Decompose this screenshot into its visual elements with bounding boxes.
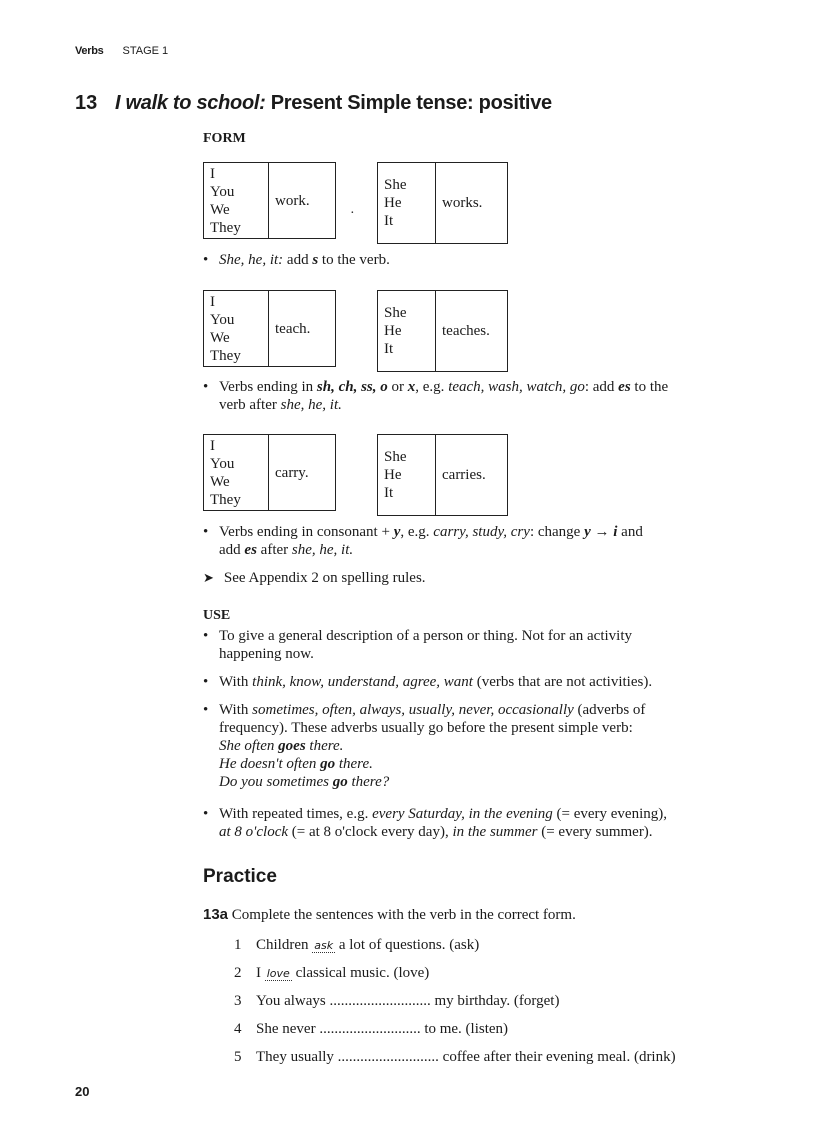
pointer-arrow-icon: ➤ — [203, 571, 214, 586]
unit-number: 13 — [75, 92, 98, 114]
pronoun: They — [210, 492, 241, 508]
note-text: es — [618, 379, 631, 395]
practice-heading: Practice — [203, 866, 277, 887]
see-also — [203, 570, 426, 587]
pronoun: I — [210, 166, 215, 182]
verb-cell: work. — [269, 163, 336, 239]
pronoun: We — [210, 330, 230, 346]
pronoun: I — [210, 438, 215, 454]
use-text: (= every evening), — [552, 806, 667, 822]
pronoun-cell — [378, 435, 436, 516]
header-section: Verbs — [75, 45, 104, 57]
bullet-icon: • — [203, 628, 209, 644]
note-text: Verbs ending in — [219, 379, 317, 395]
example-sentence: He doesn't often go there. — [219, 756, 373, 772]
use-text: With — [219, 674, 253, 690]
bullet-icon: • — [203, 252, 209, 268]
note-text: s — [312, 252, 319, 268]
use-text: With repeated times, e.g. — [219, 806, 373, 822]
use-text: think, know, understand, agree, want — [252, 674, 473, 690]
pronoun-cell — [378, 163, 436, 244]
note-text: she, he, it. — [291, 542, 354, 558]
use-item-1 — [203, 627, 763, 663]
pronoun: You — [210, 312, 235, 328]
pronoun: You — [210, 456, 235, 472]
use-item-3 — [203, 701, 763, 791]
conjugation-table-teaches — [377, 290, 508, 372]
arrow-icon: → — [590, 524, 614, 540]
form-note-1 — [203, 251, 763, 269]
conjugation-table-carries — [377, 434, 508, 516]
note-text: and — [617, 524, 643, 540]
item-number: 1 — [234, 937, 242, 953]
use-item-2 — [203, 673, 763, 691]
item-text: to me. (listen) — [420, 1021, 509, 1037]
conjugation-table-teach — [203, 290, 336, 367]
bullet-icon: • — [203, 806, 209, 822]
pronoun-cell — [204, 291, 269, 367]
page-number: 20 — [75, 1084, 90, 1099]
note-text: : add — [584, 379, 619, 395]
note-text: after — [256, 542, 292, 558]
unit-title-rest: Present Simple tense: positive — [265, 92, 552, 114]
verb-cell: teach. — [269, 291, 336, 367]
bullet-icon: • — [203, 674, 209, 690]
pronoun: They — [210, 220, 241, 236]
use-text: To give a general description of a person or thing. Not for an activity — [219, 628, 632, 644]
note-text: teach, wash, watch, go — [448, 379, 585, 395]
use-text: (verbs that are not activities). — [472, 674, 653, 690]
use-text: (adverbs of — [573, 702, 646, 718]
instruction-text: Complete the sentences with the verb in the correct form. — [228, 907, 576, 923]
note-text: x — [407, 379, 416, 395]
item-number: 5 — [234, 1049, 242, 1065]
pronoun: They — [210, 348, 241, 364]
bullet-icon: • — [203, 524, 209, 540]
use-text: (= every summer). — [537, 824, 653, 840]
exercise-number: 13a — [203, 906, 229, 923]
note-text: es — [244, 542, 257, 558]
conjugation-table-carry — [203, 434, 336, 511]
note-text: to the verb. — [318, 252, 390, 268]
exercise-item-1 — [234, 936, 479, 955]
item-text: Children — [256, 937, 313, 953]
note-text: sh, ch, ss, o — [316, 379, 388, 395]
header-stage: STAGE 1 — [122, 45, 169, 57]
handwritten-answer: love — [266, 967, 290, 980]
use-text: in the summer — [452, 824, 538, 840]
use-heading: USE — [203, 608, 231, 623]
item-number: 2 — [234, 965, 242, 981]
use-text: sometimes, often, always, usually, never, occasionally — [252, 702, 574, 718]
item-text: She never — [256, 1021, 320, 1037]
note-text: or — [387, 379, 408, 395]
pronoun: It — [384, 213, 394, 229]
unit-title-italic: I walk to school: — [115, 92, 266, 114]
answer-blank[interactable]: ........................... — [329, 993, 431, 1009]
pronoun: It — [384, 485, 394, 501]
note-text: i — [613, 524, 618, 540]
verb-cell: teaches. — [436, 291, 508, 372]
note-text: She, he, it: — [219, 252, 284, 268]
pronoun: She — [384, 449, 407, 465]
note-text: add — [219, 542, 245, 558]
use-text: happening now. — [219, 646, 314, 662]
verb-cell: works. — [436, 163, 508, 244]
running-header — [75, 45, 168, 57]
pronoun: I — [210, 294, 215, 310]
unit-title — [115, 92, 552, 115]
item-number: 4 — [234, 1021, 242, 1037]
use-text: (= at 8 o'clock every day), — [288, 824, 453, 840]
form-heading: FORM — [203, 131, 246, 146]
exercise-item-3 — [234, 992, 559, 1010]
separator-dot: · — [350, 206, 355, 221]
pronoun-cell — [204, 163, 269, 239]
pronoun-cell — [204, 435, 269, 511]
pronoun: She — [384, 305, 407, 321]
item-text: my birthday. (forget) — [430, 993, 560, 1009]
note-text: verb after — [219, 397, 281, 413]
note-text: to the — [630, 379, 669, 395]
item-text: classical music. (love) — [291, 965, 430, 981]
note-text: , e.g. — [415, 379, 449, 395]
pronoun: He — [384, 467, 402, 483]
example-sentence: She often goes there. — [219, 738, 344, 754]
answer-blank[interactable]: ........................... — [319, 1021, 421, 1037]
use-text: frequency). These adverbs usually go before the present simple verb: — [219, 720, 633, 736]
form-note-2 — [203, 378, 763, 414]
conjugation-table-works — [377, 162, 508, 244]
form-note-3 — [203, 523, 763, 559]
exercise-item-2 — [234, 964, 429, 983]
pronoun: We — [210, 202, 230, 218]
answer-blank[interactable]: ........................... — [337, 1049, 439, 1065]
use-text: at 8 o'clock — [219, 824, 289, 840]
note-text: , e.g. — [400, 524, 434, 540]
pronoun-cell — [378, 291, 436, 372]
note-text: Verbs ending in consonant + — [219, 524, 394, 540]
pronoun: She — [384, 177, 407, 193]
pronoun: We — [210, 474, 230, 490]
handwritten-answer: ask — [314, 939, 334, 952]
use-text: every Saturday, in the evening — [372, 806, 553, 822]
item-text: a lot of questions. (ask) — [335, 937, 480, 953]
pronoun: It — [384, 341, 394, 357]
note-text: she, he, it. — [280, 397, 342, 413]
bullet-icon: • — [203, 379, 209, 395]
use-text: With — [219, 702, 253, 718]
note-text: : change — [529, 524, 585, 540]
item-text: I — [256, 965, 265, 981]
item-text: They usually — [256, 1049, 338, 1065]
use-item-4 — [203, 805, 763, 841]
note-text: carry, study, cry — [433, 524, 530, 540]
exercise-item-4 — [234, 1020, 508, 1038]
verb-cell: carry. — [269, 435, 336, 511]
conjugation-table-work — [203, 162, 336, 239]
bullet-icon: • — [203, 702, 209, 718]
note-text: add — [283, 252, 313, 268]
pronoun: You — [210, 184, 235, 200]
note-text: y — [393, 524, 401, 540]
pronoun: He — [384, 195, 402, 211]
pronoun: He — [384, 323, 402, 339]
note-text: y — [584, 524, 591, 540]
item-number: 3 — [234, 993, 242, 1009]
item-text: You always — [256, 993, 330, 1009]
example-sentence: Do you sometimes go there? — [219, 774, 390, 790]
exercise-instruction — [203, 906, 576, 924]
see-also-text: See Appendix 2 on spelling rules. — [223, 570, 426, 586]
exercise-item-5 — [234, 1048, 676, 1066]
item-text: coffee after their evening meal. (drink) — [438, 1049, 676, 1065]
verb-cell: carries. — [436, 435, 508, 516]
